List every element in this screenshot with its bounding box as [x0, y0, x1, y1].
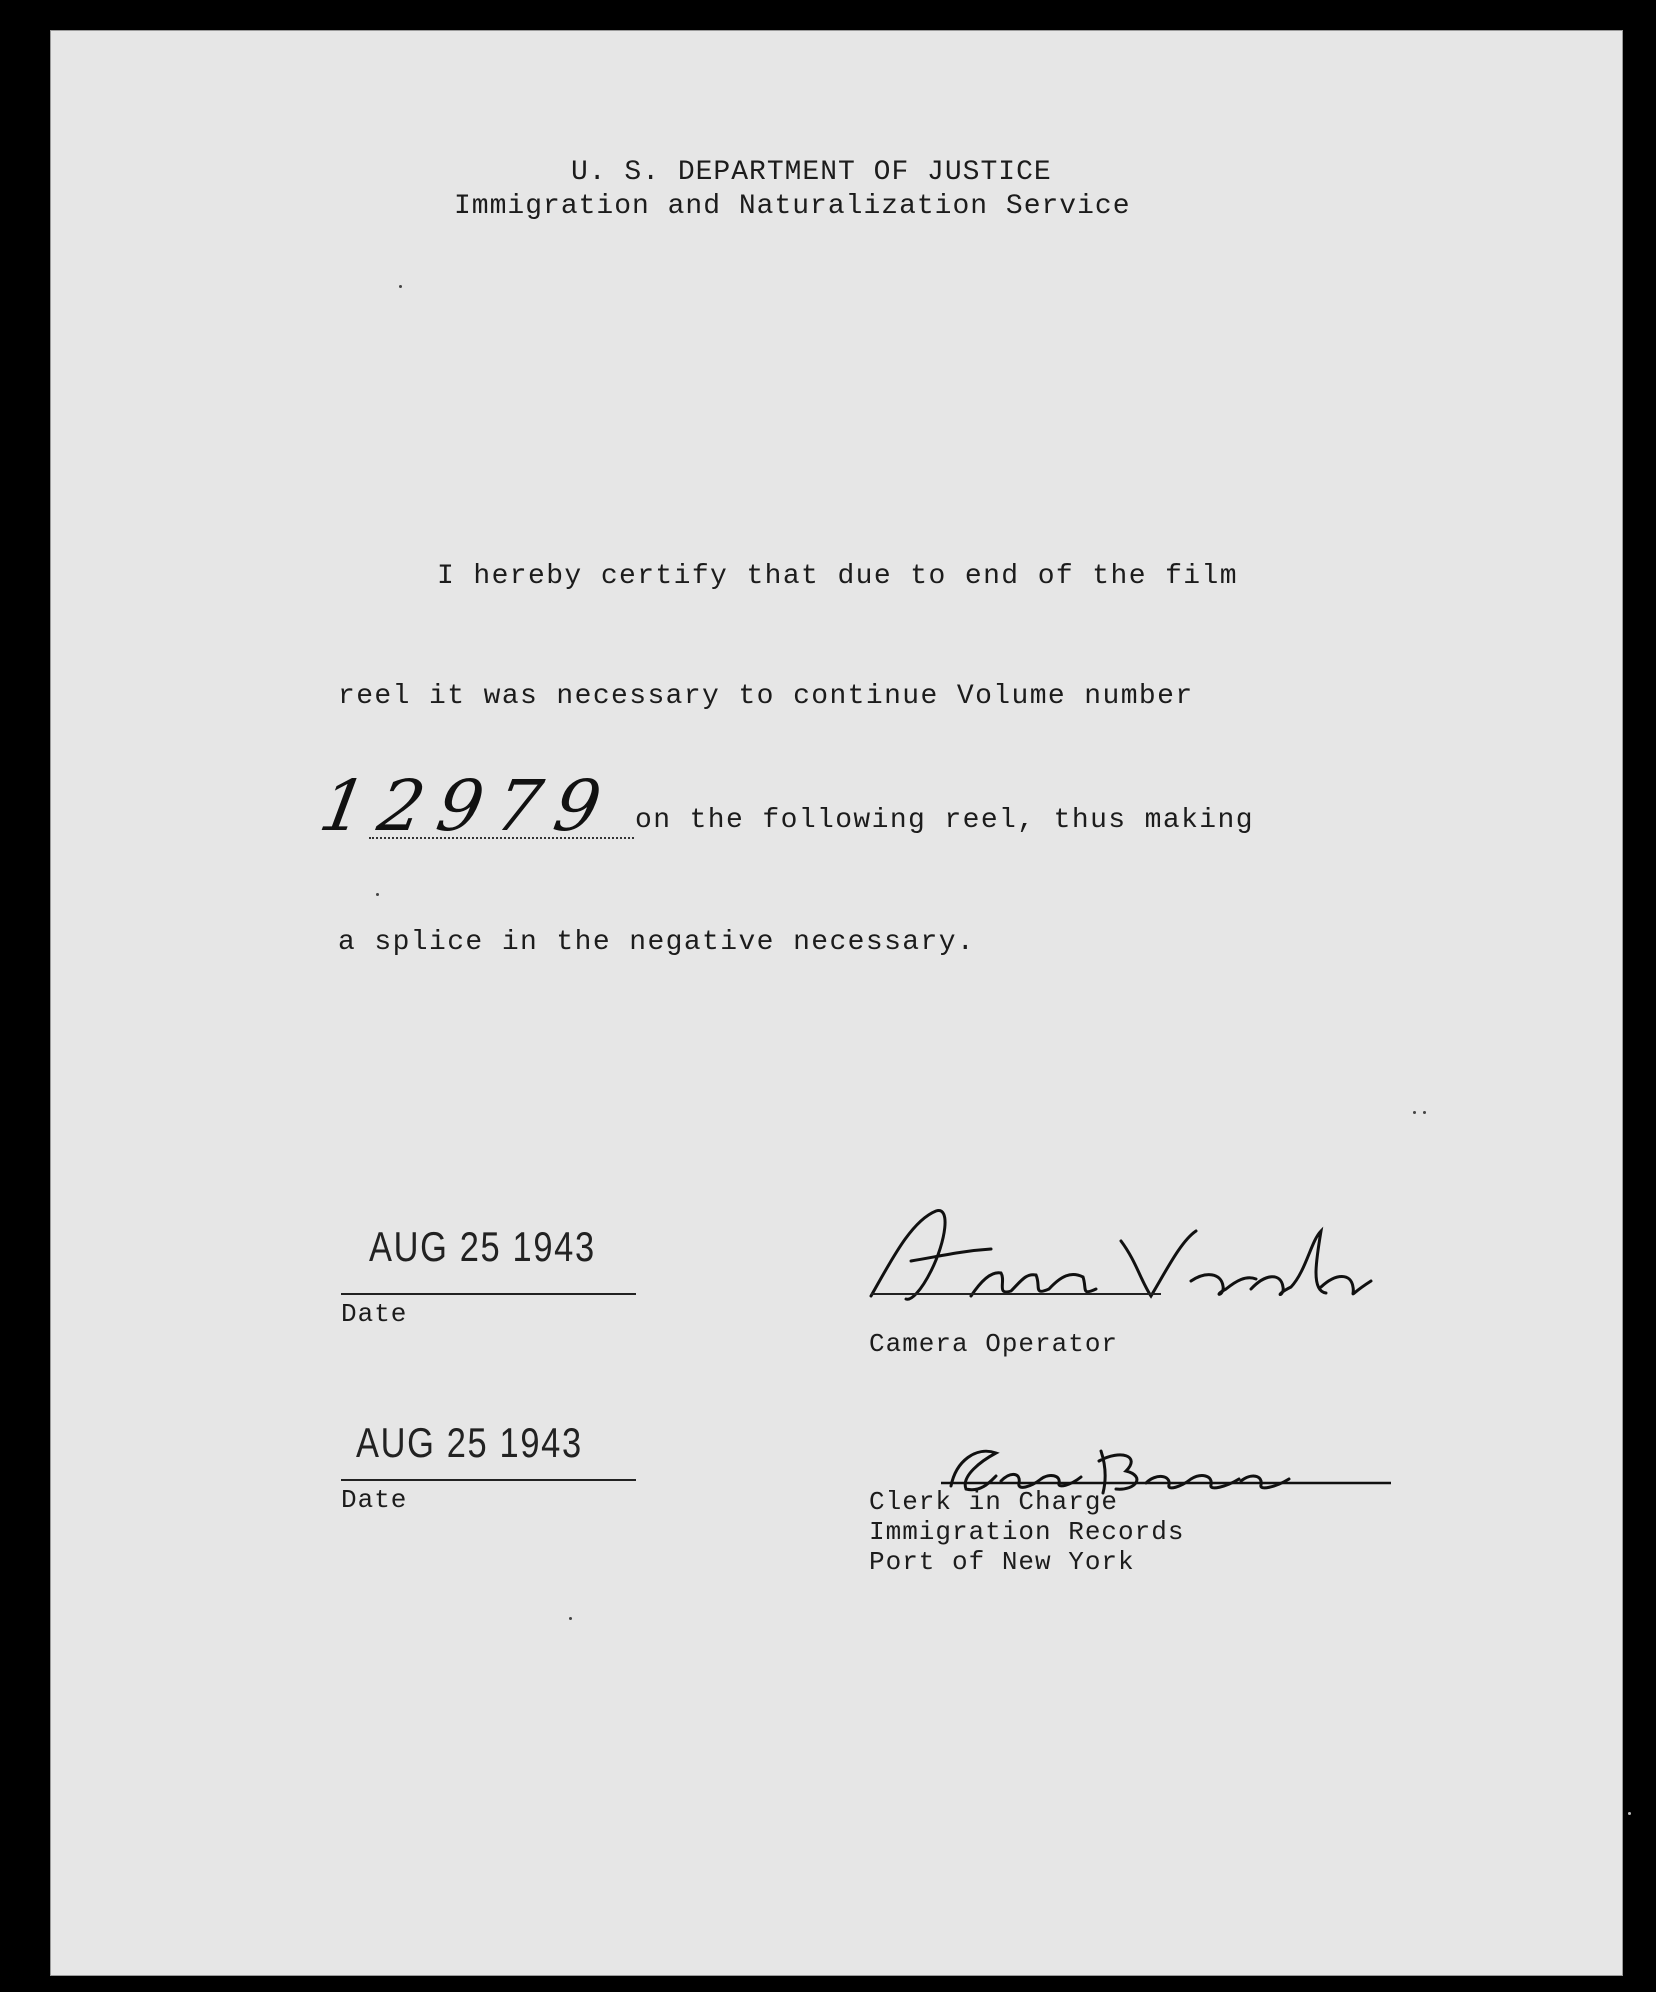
camera-operator-label: Camera Operator: [869, 1329, 1119, 1359]
header-service: Immigration and Naturalization Service: [454, 191, 1131, 222]
camera-operator-line: [871, 1293, 1161, 1295]
certification-line-3: on the following reel, thus making: [635, 805, 1254, 836]
document-page: [50, 30, 1623, 1976]
certification-line-4: a splice in the negative necessary.: [338, 927, 976, 958]
scan-speck: [569, 1617, 572, 1620]
scan-speck: [376, 893, 379, 896]
camera-operator-signature: [851, 1201, 1411, 1321]
certification-line-1: I hereby certify that due to end of the film: [437, 561, 1238, 592]
certification-line-2: reel it was necessary to continue Volume number: [338, 681, 1194, 712]
volume-number-line: [369, 837, 634, 839]
date-line-1: [341, 1293, 636, 1295]
volume-number-handwritten: 12979: [313, 765, 621, 847]
scan-speck: [1413, 1111, 1416, 1114]
clerk-label-line-3: Port of New York: [869, 1547, 1135, 1577]
date-stamp-2: AUG 25 1943: [356, 1419, 583, 1466]
date-stamp-1: AUG 25 1943: [369, 1223, 596, 1270]
date-label-2: Date: [341, 1485, 408, 1515]
clerk-label-line-1: Clerk in Charge: [869, 1487, 1119, 1517]
header-department: U. S. DEPARTMENT OF JUSTICE: [571, 157, 1052, 188]
scan-speck-border: [1628, 1812, 1631, 1815]
clerk-label-line-2: Immigration Records: [869, 1517, 1185, 1547]
scan-speck: [1423, 1111, 1426, 1114]
date-label-1: Date: [341, 1299, 408, 1329]
date-line-2: [341, 1479, 636, 1481]
scan-speck: [399, 285, 402, 288]
